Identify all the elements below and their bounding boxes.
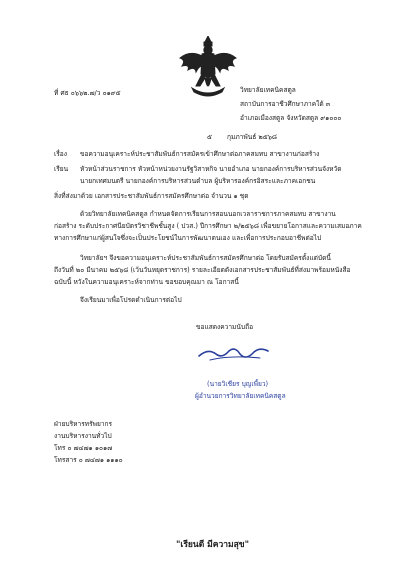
subject-text: ขอความอนุเคราะห์ประชาสัมพันธ์การสมัครเข้าศึกษาต่อภาคสมทบ สาขางานก่อสร้าง	[80, 150, 320, 158]
paragraph-1-line-1: ด้วยวิทยาลัยเทคนิคสตูล กำหนดจัดการเรียนการสอนนอกเวลาราชการภาคสมทบ สาขางาน	[80, 210, 336, 218]
motto: "เรียนดี มีความสุข"	[176, 540, 250, 550]
subject-label: เรื่อง	[54, 150, 67, 158]
paragraph-2-line-2: ถึงวันที่ ๒๐ มีนาคม ๒๕๖๘ (เว้นวันหยุดราชการ) รายละเอียดดังเอกสารประชาสัมพันธ์ที่ส่งมาพร้อมหนังสือ	[54, 266, 351, 274]
sender-address: อำเภอเมืองสตูล จังหวัดสตูล ๙๑๐๐๐	[240, 114, 342, 122]
paragraph-1-line-3: ทางการศึกษาแก่ผู้สนใจซึ่งจะเป็นประโยชน์ในการพัฒนาตนเอง และเพื่อการประกอบอาชีพต่อไป	[54, 234, 322, 242]
recipient-line-1: หัวหน้าส่วนราชการ หัวหน้าหน่วยงานรัฐวิสาหกิจ นายอำเภอ นายกองค์การบริหารส่วนจังหวัด	[80, 165, 342, 173]
garuda-emblem-icon	[178, 36, 238, 100]
letter-date: กุมภาพันธ์ ๒๕๖๘	[227, 133, 277, 141]
footer-fax: โทรสาร ๐ ๗๔๗๑ ๑๑๑๐	[54, 456, 123, 464]
closing: ขอแสดงความนับถือ	[196, 323, 254, 331]
paragraph-2-line-3: ฉบับนี้ หวังในความอนุเคราะห์จากท่าน ขอขอบคุณมา ณ โอกาสนี้	[54, 278, 239, 286]
letter-date-day: ๕	[207, 133, 212, 141]
footer-department: ฝ่ายบริหารทรัพยากร	[54, 420, 113, 428]
signer-name: (นายวิเชียร บุญเพี้ยว)	[207, 380, 269, 388]
recipient-line-2: นายกเทศมนตรี นายกองค์การบริหารส่วนตำบล ผู้บริหารองค์กรอิสระและภาคเอกชน	[80, 177, 316, 185]
recipient-label: เรียน	[54, 165, 69, 173]
paragraph-2-line-1: วิทยาลัยฯ จึงขอความอนุเคราะห์ประชาสัมพันธ์การสมัครศึกษาต่อ โดยรับสมัครตั้งแต่บัดนี้	[80, 254, 331, 262]
paragraph-1-line-2: ก่อสร้าง ระดับประกาศนียบัตรวิชาชีพชั้นสูง ( ปวส.) ปีการศึกษา ๒/๒๕๖๘ เพื่อขยายโอกาสและความเสมอภาค	[54, 222, 362, 230]
enclosure: สิ่งที่ส่งมาด้วย เอกสารประชาสัมพันธ์การสมัครศึกษาต่อ จำนวน ๑ ชุด	[54, 192, 249, 200]
sender-name: วิทยาลัยเทคนิคสตูล	[240, 86, 296, 94]
paragraph-3: จึงเรียนมาเพื่อโปรดดำเนินการต่อไป	[80, 296, 182, 304]
footer-phone: โทร ๐ ๗๔๗๑ ๑๐๑๗	[54, 444, 113, 452]
sender-institute: สถาบันการอาชีวศึกษาภาคใต้ ๓	[240, 100, 331, 108]
reference-number: ที่ ศธ ๐๖๖๒.๗/ว ๐๑๙๕	[54, 89, 121, 97]
signer-title: ผู้อำนวยการวิทยาลัยเทคนิคสตูล	[195, 392, 286, 400]
footer-unit: งานบริหารงานทั่วไป	[54, 432, 112, 440]
handwritten-signature-icon	[196, 342, 272, 364]
